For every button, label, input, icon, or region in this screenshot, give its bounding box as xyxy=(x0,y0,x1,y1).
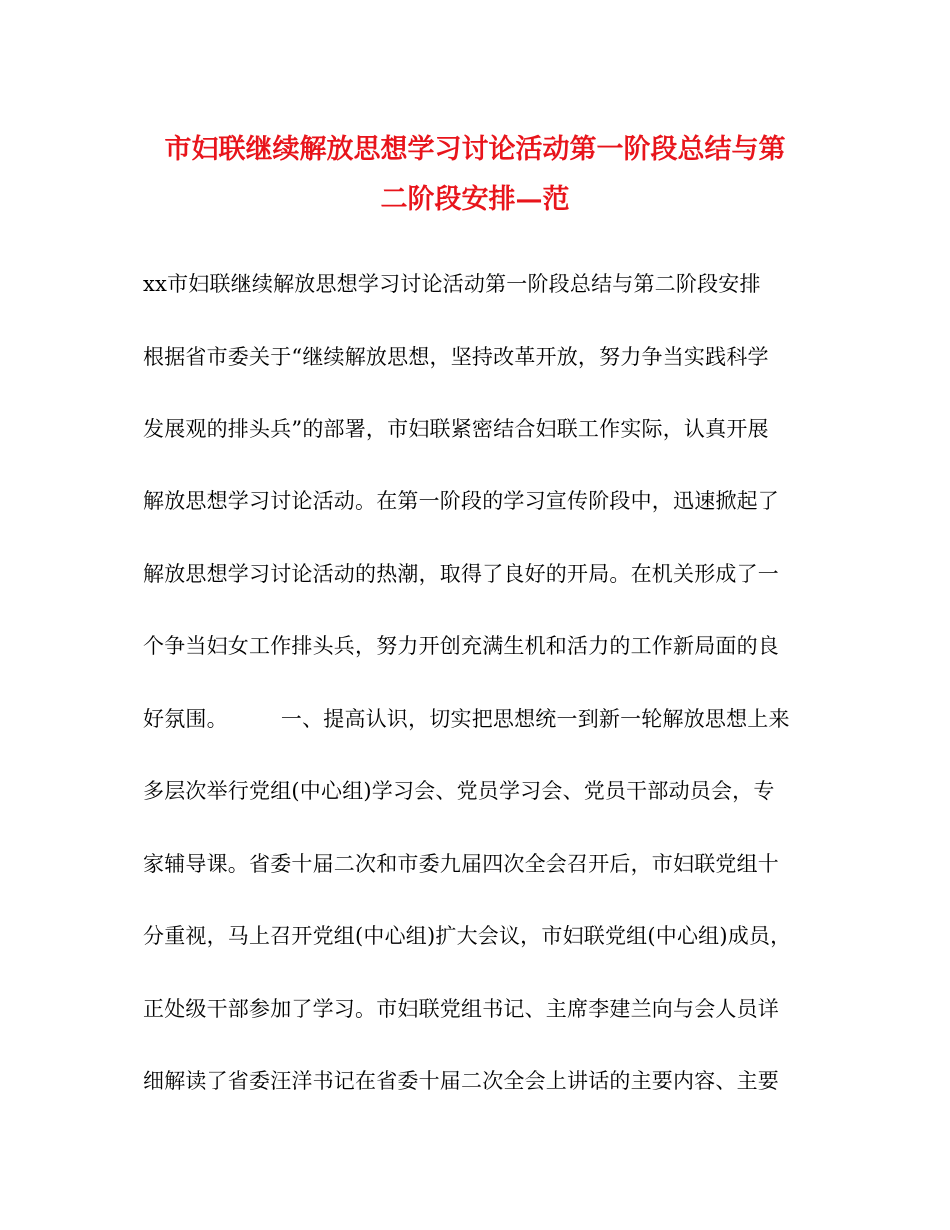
body-line-6: 个争当妇女工作排头兵，努力开创充满生机和活力的工作新局面的良 xyxy=(143,634,779,658)
body-line-11: 正处级干部参加了学习。市妇联党组书记、主席李建兰向与会人员详 xyxy=(143,997,779,1021)
body-line-2: 根据省市委关于“继续解放思想，坚持改革开放，努力争当实践科学 xyxy=(143,345,769,369)
body-line-9: 家辅导课。省委十届二次和市委九届四次全会召开后，市妇联党组十 xyxy=(143,852,779,876)
document-title-line-2: 二阶段安排—范 xyxy=(380,184,570,215)
body-line-7: 好氛围。 一、提高认识，切实把思想统一到新一轮解放思想上来 xyxy=(143,707,790,731)
body-line-4: 解放思想学习讨论活动。在第一阶段的学习宣传阶段中，迅速掀起了 xyxy=(143,489,779,513)
body-line-12: 细解读了省委汪洋书记在省委十届二次全会上讲话的主要内容、主要 xyxy=(143,1069,779,1093)
body-line-10: 分重视，马上召开党组(中心组)扩大会议，市妇联党组(中心组)成员， xyxy=(143,924,792,948)
body-line-3: 发展观的排头兵”的部署，市妇联紧密结合妇联工作实际，认真开展 xyxy=(143,417,769,441)
body-line-1: xx市妇联继续解放思想学习讨论活动第一阶段总结与第二阶段安排 xyxy=(143,272,761,296)
body-line-5: 解放思想学习讨论活动的热潮，取得了良好的开局。在机关形成了一 xyxy=(143,562,779,586)
body-line-8: 多层次举行党组(中心组)学习会、党员学习会、党员干部动员会，专 xyxy=(143,779,775,803)
document-title-line-1: 市妇联继续解放思想学习讨论活动第一阶段总结与第 xyxy=(164,134,786,165)
